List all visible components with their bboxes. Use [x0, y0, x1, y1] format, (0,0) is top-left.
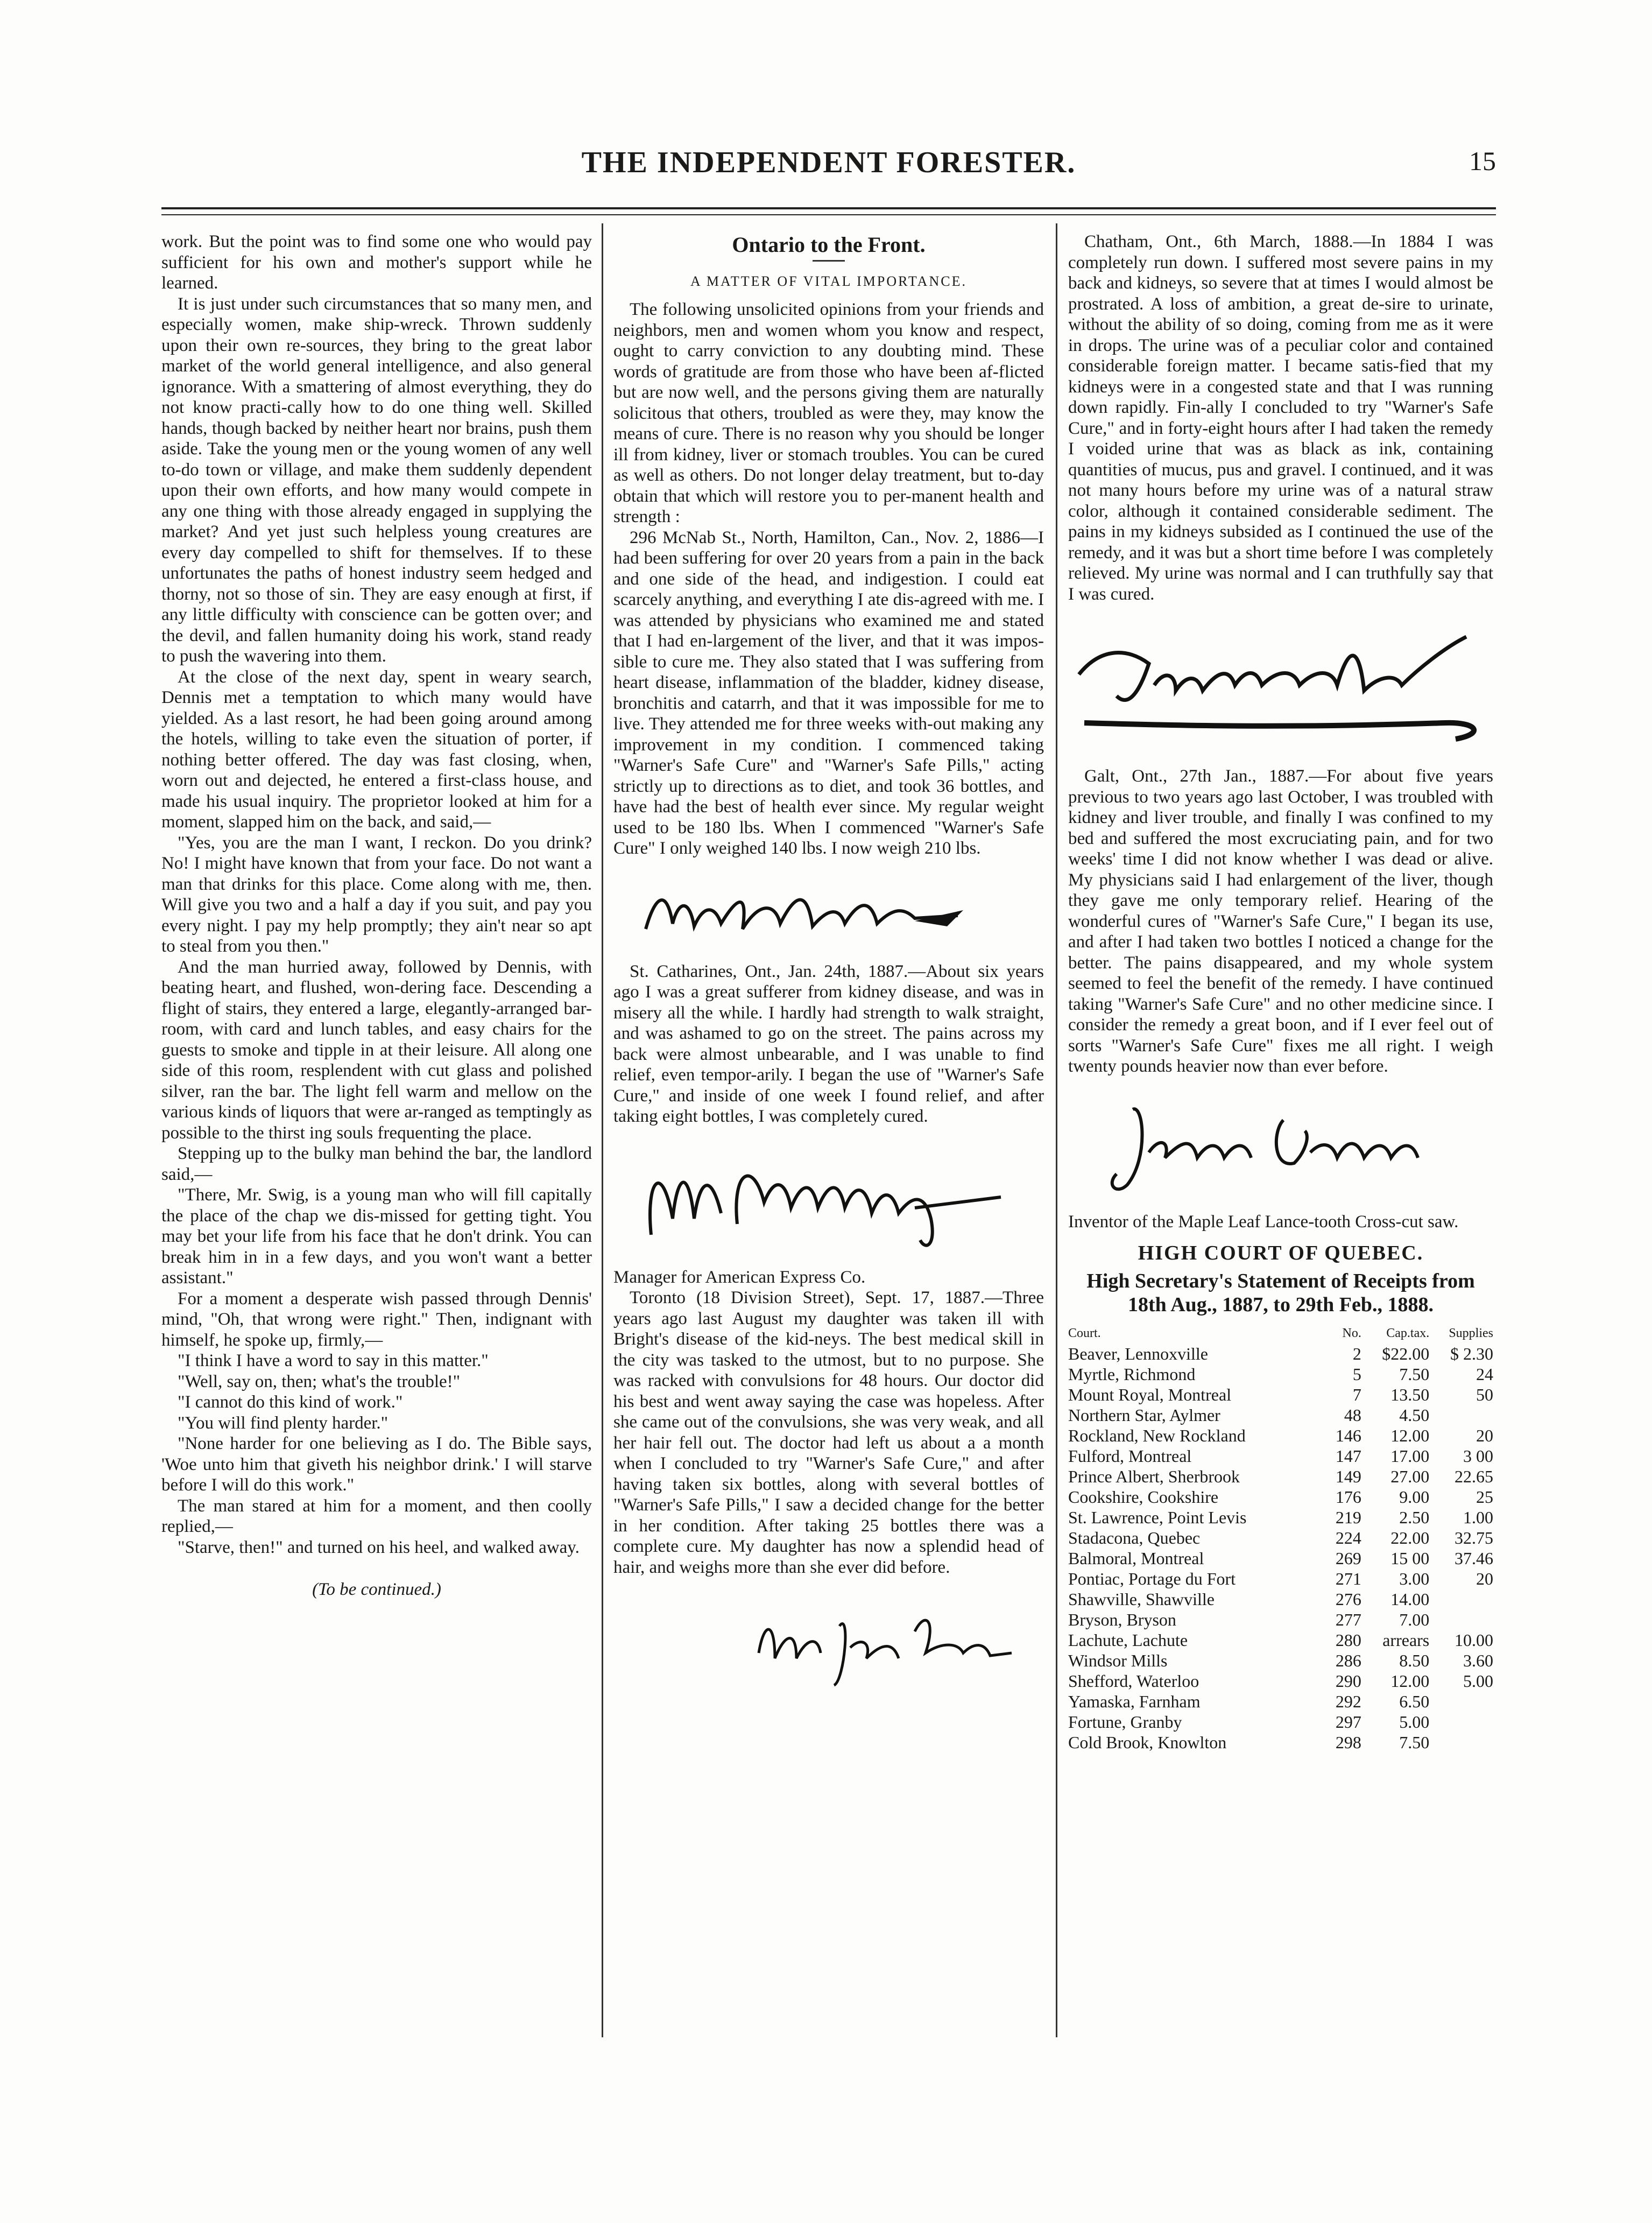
cap-tax: 2.50 — [1399, 1507, 1430, 1527]
gries-caption: Inventor of the Maple Leaf Lance-tooth Cross-cut saw. — [1068, 1212, 1459, 1232]
table-row — [1068, 1405, 1493, 1425]
cap-tax: 4.50 — [1399, 1405, 1430, 1425]
table-row — [1068, 1650, 1493, 1671]
header-rule-top — [161, 207, 1496, 209]
court-number: 7 — [1352, 1384, 1361, 1404]
court-name: Fulford, Montreal — [1068, 1446, 1192, 1466]
table-row — [1068, 1425, 1493, 1446]
column-divider-2 — [1056, 223, 1057, 2037]
supplies: 5.00 — [1463, 1671, 1493, 1691]
supplies — [1429, 1405, 1493, 1425]
table-row — [1068, 1732, 1493, 1753]
receipts-table — [1068, 1323, 1493, 1753]
cap-tax: 7.00 — [1399, 1609, 1430, 1629]
supplies: 20 — [1476, 1425, 1493, 1445]
testimonial-hamilton: 296 McNab St., North, Hamilton, Can., Nov. 2, 1886—I had been suffering for over 20 years from a pain in the back and one side of the head, and indigestion. I could eat scarcely anything, and everything I ate dis-agreed with me. I was attended by physicians who examined me and stated that I had en-largement of the liver, and that it was impos-sible to cure me. They also stated that I was suffering from heart disease, inflammation of the bladder, kidney disease, bronchitis and catarrh, and that it was impossible for me to live. They attended me for three weeks with-out making any improvement in my condition. I commenced taking "Warner's Safe Cure" and "Warner's Safe Pills," acting strictly up to directions as to diet, and took 36 bottles, and have had the best of health ever since. My regular weight used to be 180 lbs. When I commenced "Warner's Safe Cure" I only weighed 140 lbs. I now weigh 210 lbs. — [613, 527, 1044, 858]
supplies — [1429, 1712, 1493, 1732]
table-row — [1068, 1609, 1493, 1630]
court-name: Lachute, Lachute — [1068, 1630, 1188, 1650]
cap-tax: 5.00 — [1399, 1712, 1430, 1732]
table-row — [1068, 1712, 1493, 1732]
story-paragraph: "Starve, then!" and turned on his heel, and walked away. — [178, 1537, 580, 1557]
story-paragraph: "I cannot do this kind of work." — [178, 1392, 403, 1412]
page-number: 15 — [1469, 146, 1496, 176]
supplies: 50 — [1476, 1384, 1493, 1404]
court-number: 292 — [1335, 1691, 1361, 1711]
header-no: No. — [1342, 1326, 1361, 1340]
signature-woods-image — [1068, 615, 1493, 755]
supplies: 3 00 — [1463, 1446, 1493, 1466]
supplies — [1429, 1589, 1493, 1609]
table-row — [1068, 1364, 1493, 1384]
column-divider-1 — [602, 223, 603, 2037]
court-name: Pontiac, Portage du Fort — [1068, 1568, 1236, 1588]
intro-paragraph: The following unsolicited opinions from your friends and neighbors, men and women whom you know and respect, ought to carry conviction to any doubting mind. These words of gratitude are from those who have been af-flicted but are now well, and the persons giving them are naturally solicitous that others, troubled as were they, may know the means of cure. There is no reason why you should be longer ill from kidney, liver or stomach troubles. You can be cured as well as others. Do not longer delay treatment, but to-day obtain that which will restore you to per-manent health and strength : — [613, 300, 1044, 526]
signature-fairclough — [613, 870, 1044, 951]
supplies: 32.75 — [1455, 1528, 1493, 1547]
story-paragraph: "There, Mr. Swig, is a young man who will fill capitally the place of the chap we dis-missed for getting tight. You may bet your life from his face that he don't drink. You can break him in in a few days, and you won't want a better assistant." — [161, 1185, 592, 1288]
story-paragraph: "None harder for one believing as I do. The Bible says, 'Woe unto him that giveth his neighbor drink.' I will starve before I will do this work." — [161, 1434, 592, 1495]
supplies: 3.60 — [1463, 1650, 1493, 1670]
court-name: Bryson, Bryson — [1068, 1609, 1176, 1629]
cap-tax: $22.00 — [1382, 1343, 1430, 1363]
story-column — [161, 231, 592, 1600]
court-number: 224 — [1335, 1528, 1361, 1547]
court-name: Shefford, Waterloo — [1068, 1671, 1199, 1691]
court-name: Myrtle, Richmond — [1068, 1364, 1196, 1384]
court-name: Windsor Mills — [1068, 1650, 1168, 1670]
story-paragraph: "Yes, you are the man I want, I reckon. Do you drink? No! I might have known that from your face. Do not want a man that drinks for this place. Come along with me, then. Will give you two and a half a day if you suit, and pay you every night. I pay my help promptly; they ain't near so apt to steal from you then." — [161, 833, 592, 956]
signature-gries-image — [1068, 1088, 1493, 1201]
table-row — [1068, 1466, 1493, 1487]
court-number: 297 — [1335, 1712, 1361, 1732]
court-name: Cold Brook, Knowlton — [1068, 1732, 1227, 1752]
cap-tax: 7.50 — [1399, 1364, 1430, 1384]
table-row — [1068, 1548, 1493, 1568]
court-name: Cookshire, Cookshire — [1068, 1487, 1219, 1507]
court-name: Shawville, Shawville — [1068, 1589, 1215, 1609]
supplies: 37.46 — [1455, 1548, 1493, 1568]
court-number: 146 — [1335, 1425, 1361, 1445]
table-row — [1068, 1589, 1493, 1609]
header-captax: Cap.tax. — [1386, 1326, 1430, 1340]
masthead-title: THE INDEPENDENT FORESTER. — [581, 146, 1076, 179]
table-row — [1068, 1384, 1493, 1405]
kellogg-caption: Manager for American Express Co. — [613, 1267, 866, 1287]
story-paragraph: The man stared at him for a moment, and then coolly replied,— — [161, 1496, 592, 1536]
testimonial-toronto: Toronto (18 Division Street), Sept. 17, 1887.—Three years ago last August my daughter was taken ill with Bright's disease of the kid-neys. The best medical skill in the city was tasked to the utmost, but to no purpose. She was racked with convulsions for 48 hours. Our doctor did his best and went away saying the case was hopeless. After she came out of the convulsions, she was very weak, and all her hair fell out. The doctor had left us about a a month when I concluded to try "Warner's Safe Cure," and after having taken six bottles, along with several bottles of "Warner's Safe Pills," I saw a decided change for the better in her condition. After taking 25 bottles there was a complete cure. My daughter has now a splendid head of hair, and weighs more than she ever did before. — [613, 1288, 1044, 1577]
testimonial-galt: Galt, Ont., 27th Jan., 1887.—For about five years previous to two years ago last October, I was troubled with kidney and liver trouble, and finally I was confined to my bed and suffered the most excruciating pain, and for two weeks' time I did not know whether I was dead or alive. My physicians said I had enlargement of the liver, though they gave me only temporary relief. Hearing of the wonderful cures of "Warner's Safe Cure," I began its use, and after I had taken two bottles I noticed a change for the better. The pains disappeared, and my whole system seemed to feel the benefit of the remedy. I have continued taking "Warner's Safe Cure" and no other medicine since. I consider the remedy a great boon, and if I ever feel out of sorts "Warner's Safe Cure" fixes me all right. I weigh twenty pounds heavier now than ever before. — [1068, 766, 1493, 1076]
court-number: 286 — [1335, 1650, 1361, 1670]
supplies — [1429, 1732, 1493, 1753]
story-paragraph: "I think I have a word to say in this matter." — [178, 1351, 489, 1370]
table-row — [1068, 1507, 1493, 1528]
cap-tax: 12.00 — [1390, 1671, 1430, 1691]
signature-woods — [1068, 615, 1493, 755]
cap-tax: 9.00 — [1399, 1487, 1430, 1507]
court-name: Stadacona, Quebec — [1068, 1528, 1201, 1547]
testimonials-and-court-column — [1068, 231, 1493, 1753]
section-title: Ontario to the Front. — [732, 233, 926, 257]
story-paragraph: It is just under such circumstances that so many men, and especially women, make ship-wreck. Thrown suddenly upon their own re-sources, they bring to the great labor market of the world general intelligence, and also general ignorance. With a smattering of almost everything, they do not know practi-cally how to do one thing well. Skilled hands, though backed by neither heart nor brains, push them aside. Take the young men or the young women of any well to-do town or village, and make them suddenly dependent upon their own efforts, and how many would compete in any one thing with those already engaged in supplying the market? And yet just such helpless young creatures are every day compelled to shift for themselves. If to these unfortunates the paths of honest industry seem hedged and thorny, not so those of sin. They are easy enough at first, if any little difficulty with conscience can be gotten over; and the devil, and fallen humanity doing his work, stand ready to push the wavering into them. — [161, 294, 592, 666]
cap-tax: 22.00 — [1390, 1528, 1430, 1547]
supplies: $ 2.30 — [1450, 1343, 1493, 1363]
signature-fairclough-image — [613, 870, 1044, 951]
cap-tax: 14.00 — [1390, 1589, 1430, 1609]
court-number: 48 — [1344, 1405, 1361, 1425]
cap-tax: 8.50 — [1399, 1650, 1430, 1670]
table-row — [1068, 1446, 1493, 1466]
signature-kellogg — [613, 1138, 1044, 1256]
to-be-continued: (To be continued.) — [312, 1580, 441, 1599]
court-name: Yamaska, Farnham — [1068, 1691, 1201, 1711]
court-name: Balmoral, Montreal — [1068, 1548, 1204, 1568]
cap-tax: arrears — [1382, 1630, 1430, 1650]
story-paragraph: For a moment a desperate wish passed through Dennis' mind, "Oh, that wrong were right." Then, indignant with himself, he spoke up, firmly,— — [161, 1289, 592, 1350]
story-paragraph: Stepping up to the bulky man behind the bar, the landlord said,— — [161, 1144, 592, 1184]
court-number: 298 — [1335, 1732, 1361, 1752]
header-supplies: Supplies — [1449, 1326, 1493, 1340]
supplies: 25 — [1476, 1487, 1493, 1507]
section-subhead: A MATTER OF VITAL IMPORTANCE. — [690, 273, 967, 289]
cap-tax: 12.00 — [1390, 1425, 1430, 1445]
title-rule — [813, 260, 845, 262]
table-row — [1068, 1487, 1493, 1507]
testimonials-column — [613, 231, 1044, 1701]
court-number: 290 — [1335, 1671, 1361, 1691]
court-name: St. Lawrence, Point Levis — [1068, 1507, 1247, 1527]
court-number: 147 — [1335, 1446, 1361, 1466]
court-name: Rockland, New Rockland — [1068, 1425, 1246, 1445]
cap-tax: 6.50 — [1399, 1691, 1430, 1711]
story-paragraph: At the close of the next day, spent in weary search, Dennis met a temptation to which many would have yielded. As a last resort, he had been going around among the hotels, willing to take even the situation of porter, if nothing better offered. The day was fast closing, when, worn out and dejected, he entered a first-class house, and made his usual inquiry. The proprietor looked at him for a moment, slapped him on the back, and said,— — [161, 667, 592, 832]
table-row — [1068, 1630, 1493, 1650]
header-rule-bottom — [161, 214, 1496, 215]
court-name: Beaver, Lennoxville — [1068, 1343, 1208, 1363]
supplies: 24 — [1476, 1364, 1493, 1384]
signature-burns — [613, 1588, 1044, 1691]
receipts-table-body — [1068, 1343, 1493, 1753]
court-number: 276 — [1335, 1589, 1361, 1609]
court-number: 176 — [1335, 1487, 1361, 1507]
page-header — [161, 145, 1496, 194]
court-number: 271 — [1335, 1568, 1361, 1588]
table-row — [1068, 1343, 1493, 1364]
signature-burns-image — [613, 1588, 1044, 1691]
court-number: 5 — [1352, 1364, 1361, 1384]
table-header-row — [1068, 1323, 1493, 1343]
cap-tax: 27.00 — [1390, 1466, 1430, 1486]
cap-tax: 17.00 — [1390, 1446, 1430, 1466]
story-paragraph: work. But the point was to find some one who would pay sufficient for his own and mother's support while he learned. — [161, 232, 592, 293]
court-number: 2 — [1352, 1343, 1361, 1363]
table-row — [1068, 1528, 1493, 1548]
supplies — [1429, 1609, 1493, 1630]
court-name: Prince Albert, Sherbrook — [1068, 1466, 1240, 1486]
court-number: 269 — [1335, 1548, 1361, 1568]
supplies: 10.00 — [1455, 1630, 1493, 1650]
supplies: 1.00 — [1463, 1507, 1493, 1527]
court-name: Mount Royal, Montreal — [1068, 1384, 1232, 1404]
story-paragraph: And the man hurried away, followed by Dennis, with beating heart, and flushed, won-dering face. Descending a flight of stairs, they entered a large, elegantly-arranged bar-room, with card and lunch tables, and easy chairs for the guests to smoke and tipple in at their leisure. All along one side of this room, resplendent with cut glass and polished silver, ran the bar. The light fell warm and mellow on the various kinds of liquors that were ar-ranged as temptingly as possible to the thirst ing souls frequenting the place. — [161, 957, 592, 1143]
cap-tax: 15 00 — [1390, 1548, 1430, 1568]
table-row — [1068, 1671, 1493, 1691]
court-name: Fortune, Granby — [1068, 1712, 1182, 1732]
signature-kellogg-image — [613, 1138, 1044, 1256]
supplies: 20 — [1476, 1568, 1493, 1588]
supplies — [1429, 1691, 1493, 1712]
signature-gries — [1068, 1088, 1493, 1201]
table-row — [1068, 1568, 1493, 1589]
supplies: 22.65 — [1455, 1466, 1493, 1486]
court-number: 277 — [1335, 1609, 1361, 1629]
court-name: Northern Star, Aylmer — [1068, 1405, 1220, 1425]
table-row — [1068, 1691, 1493, 1712]
story-paragraph: "Well, say on, then; what's the trouble!" — [178, 1371, 461, 1391]
cap-tax: 3.00 — [1399, 1568, 1430, 1588]
testimonial-chatham: Chatham, Ont., 6th March, 1888.—In 1884 I was completely run down. I suffered most severe pains in my back and kidneys, so severe that at times I would almost be prostrated. A loss of ambition, a great de-sire to urinate, without the ability of so doing, coming from me as it were in drops. The urine was of a peculiar color and contained considerable foreign matter. I became satis-fied that my kidneys were in a congested state and that I was running down rapidly. Fin-ally I concluded to try "Warner's Safe Cure," and in forty-eight hours after I had taken the remedy I voided urine that was as black as ink, containing quantities of mucus, pus and gravel. I continued, and it was not many hours before my urine was of a natural straw color, although it contained considerable sediment. The pains in my kidneys subsided as I continued the use of the remedy, and it was but a short time before I was completely relieved. My urine was normal and I can truthfully say that I was cured. — [1068, 232, 1493, 604]
cap-tax: 13.50 — [1390, 1384, 1430, 1404]
court-number: 219 — [1335, 1507, 1361, 1527]
testimonial-st-catharines: St. Catharines, Ont., Jan. 24th, 1887.—About six years ago I was a great sufferer from kidney disease, and was in misery all the while. I hardly had strength to walk straight, and was ashamed to go on the street. The pains across my back were almost unbearable, and I was unable to find relief, even tempor-arily. I began the use of "Warner's Safe Cure," and inside of one week I found relief, and after taking eight bottles, I was completely cured. — [613, 961, 1044, 1126]
header-court: Court. — [1068, 1326, 1101, 1340]
court-title: HIGH COURT OF QUEBEC. — [1138, 1242, 1424, 1264]
court-number: 280 — [1335, 1630, 1361, 1650]
cap-tax: 7.50 — [1399, 1732, 1430, 1752]
court-number: 149 — [1335, 1466, 1361, 1486]
court-statement-heading: High Secretary's Statement of Receipts from 18th Aug., 1887, to 29th Feb., 1888. — [1086, 1269, 1475, 1316]
story-paragraph: "You will find plenty harder." — [178, 1413, 389, 1433]
